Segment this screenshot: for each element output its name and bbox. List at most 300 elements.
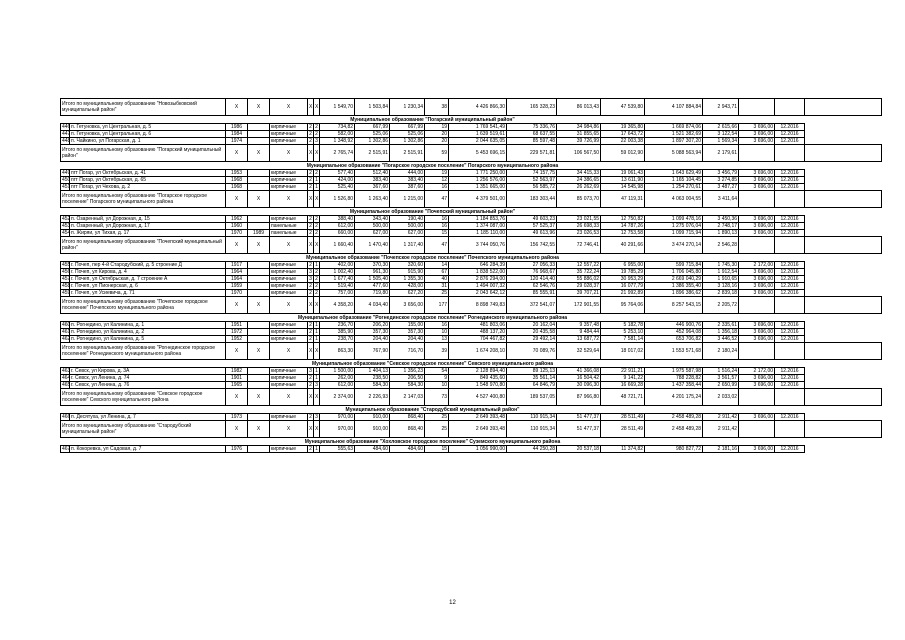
table-cell: 1 302,86 — [355, 138, 390, 145]
table-cell: 12.2016 — [775, 230, 805, 237]
table-cell: 1986 — [226, 124, 248, 131]
table-cell: 238,50 — [355, 375, 390, 382]
table-cell: 1 348,92 — [320, 138, 355, 145]
table-cell: 12.2016 — [775, 322, 805, 329]
total-cell: 2 226,93 — [355, 389, 390, 406]
table-cell: 868,40 — [390, 414, 425, 421]
table-cell: 357,30 — [390, 329, 425, 336]
table-cell: 2 044 635,05 — [449, 138, 507, 145]
table-cell: 3 — [309, 276, 312, 282]
table-cell: 719,80 — [355, 290, 390, 297]
table-cell: 1964 — [226, 269, 248, 276]
total-cell: X — [226, 389, 248, 406]
section-heading: Муниципальное образование "Погарский муниципальный район" — [61, 116, 805, 124]
total-cell: 2 765,74 — [320, 145, 355, 162]
table-cell: 2 — [315, 124, 318, 130]
total-cell: X — [308, 191, 314, 208]
total-label: Итого по муниципальному образованию "Погарский муниципальный район" — [61, 145, 226, 162]
table-cell: 3 696,00 — [739, 131, 775, 138]
table-cell: 52 563,97 — [507, 177, 557, 184]
table-cell: кирпичные — [270, 124, 308, 131]
table-cell: 627,20 — [390, 290, 425, 297]
table-cell: 3 696,00 — [739, 223, 775, 230]
table-cell: 85 597,48 — [507, 138, 557, 145]
total-cell: X — [270, 145, 308, 162]
table-row — [61, 329, 882, 336]
table-cell: кирпичные — [270, 290, 308, 297]
table-cell: 1951 — [226, 322, 248, 329]
table-cell: 1 912,54 — [703, 269, 739, 276]
total-label: Итого по муниципальному образованию "Почепский муниципальный район" — [61, 237, 226, 254]
total-cell: 1 215,00 — [390, 191, 425, 208]
table-cell — [248, 216, 270, 223]
section-heading-row — [61, 208, 882, 216]
table-cell: 525,40 — [320, 184, 355, 191]
total-cell: 48 721,71 — [601, 389, 645, 406]
table-cell: 13 611,90 — [601, 177, 645, 184]
total-cell: 1 674 208,10 — [449, 343, 507, 360]
table-row — [61, 124, 882, 131]
table-cell: 3 — [309, 269, 312, 275]
table-cell: 39 707,21 — [557, 290, 601, 297]
total-cell: 863,30 — [320, 343, 355, 360]
table-cell: кирпичные — [270, 375, 308, 382]
table-cell: 2 — [309, 329, 312, 335]
table-cell: 465 — [62, 382, 71, 388]
total-cell: 1 470,40 — [355, 237, 390, 254]
table-cell: кирпичные — [270, 283, 308, 290]
total-cell: X — [248, 343, 270, 360]
table-cell: 26 698,33 — [557, 223, 601, 230]
table-cell: 3 696,00 — [739, 177, 775, 184]
table-cell: 1 771 250,00 — [449, 170, 507, 177]
total-cell: 72 746,41 — [557, 237, 601, 254]
total-cell: 1 263,40 — [355, 191, 390, 208]
table-cell: кирпичные — [270, 382, 308, 389]
table-cell: 12.2016 — [775, 177, 805, 184]
table-cell: 1 — [315, 336, 318, 342]
total-cell: 1 230,34 — [390, 99, 425, 116]
table-cell: 2 — [315, 269, 318, 275]
table-cell: п. Рогнедино, ул Калинина, д. 1 — [70, 322, 226, 329]
table-cell: 449 — [62, 170, 71, 176]
table-cell: п. Озаренный, ул Дорожная, д. 15 — [70, 216, 226, 223]
table-cell: г. Почеп, ул Усиевича, д. 71 — [70, 290, 226, 297]
table-cell: 31 — [425, 283, 449, 290]
table-cell: п. Десятуха, ул Ленина, д. 7 — [70, 414, 226, 421]
table-cell: 2 — [309, 131, 312, 137]
total-cell — [739, 237, 775, 254]
table-cell — [248, 368, 270, 375]
table-cell: 262,00 — [320, 375, 355, 382]
table-cell: 2 669 040,29 — [645, 276, 703, 283]
table-cell: 448 — [62, 138, 71, 144]
table-cell: п. Гетуновка, ул Центральная, д. 5 — [70, 124, 226, 131]
total-cell: 4 063 004,55 — [645, 191, 703, 208]
section-heading-row — [61, 162, 882, 170]
total-cell: 18 017,02 — [601, 343, 645, 360]
table-cell: 1 677,40 — [320, 276, 355, 283]
table-cell: 599 715,84 — [645, 262, 703, 269]
table-cell: 2 181,16 — [703, 446, 739, 453]
total-cell: 3 411,64 — [703, 191, 739, 208]
table-cell: 1 769 541,49 — [449, 124, 507, 131]
total-cell: 110 915,34 — [507, 421, 557, 438]
table-cell: 5 253,10 — [601, 329, 645, 336]
table-cell: 2 — [309, 414, 312, 420]
total-cell: X — [270, 237, 308, 254]
table-row — [61, 269, 882, 276]
table-cell: 450 — [62, 177, 71, 183]
table-cell: 238,70 — [320, 336, 355, 343]
total-cell: X — [308, 99, 314, 116]
table-cell: 1 669 874,06 — [645, 124, 703, 131]
table-cell: 2 — [309, 283, 312, 289]
table-cell: 455 — [62, 262, 71, 268]
table-cell: 13 687,72 — [557, 336, 601, 343]
table-row — [61, 138, 882, 145]
total-cell: 40 291,66 — [601, 237, 645, 254]
table-cell: 2 458 489,28 — [645, 414, 703, 421]
housing-register-table — [60, 98, 882, 453]
table-cell: 23 021,55 — [557, 216, 601, 223]
total-cell: 2 205,72 — [703, 297, 739, 314]
table-cell: кирпичные — [270, 138, 308, 145]
table-cell: 1901 — [226, 375, 248, 382]
table-cell: 357,30 — [355, 329, 390, 336]
table-cell: 12 753,58 — [601, 230, 645, 237]
table-cell: 2 649 393,48 — [449, 414, 507, 421]
table-cell: 190,40 — [390, 216, 425, 223]
table-cell — [248, 375, 270, 382]
table-cell: кирпичные — [270, 446, 308, 453]
total-cell: 8 898 749,83 — [449, 297, 507, 314]
table-cell: 2 043 642,12 — [449, 290, 507, 297]
table-cell: 383,40 — [355, 177, 390, 184]
table-cell: 454 — [62, 230, 71, 236]
table-cell: 484,60 — [355, 446, 390, 453]
table-cell: 612,00 — [320, 223, 355, 230]
table-cell: 3 446,52 — [703, 336, 739, 343]
total-cell: 5 453 696,15 — [449, 145, 507, 162]
table-cell: 1 — [315, 177, 318, 183]
table-cell: кирпичные — [270, 170, 308, 177]
table-cell: 12.2016 — [775, 368, 805, 375]
total-cell — [805, 191, 882, 208]
total-cell: 189 537,05 — [507, 389, 557, 406]
table-cell: 2 — [315, 131, 318, 137]
total-cell: X — [248, 297, 270, 314]
table-cell: 452 964,08 — [645, 329, 703, 336]
table-cell: 1 254 270,61 — [645, 184, 703, 191]
table-cell: 910,00 — [355, 414, 390, 421]
table-cell: 1 351 665,00 — [449, 184, 507, 191]
total-label: Итого по муниципальному образованию "Севское городское поселение" Севского муниципального района — [61, 389, 226, 406]
table-row — [61, 177, 882, 184]
table-cell: 653 706,82 — [645, 336, 703, 343]
table-cell: 28 511,49 — [601, 414, 645, 421]
table-cell: п. Рогнедино, ул Калинина, д. 5 — [70, 336, 226, 343]
table-cell: 3 696,00 — [739, 336, 775, 343]
table-cell: 1 099 715,94 — [645, 230, 703, 237]
table-cell: 19 785,29 — [601, 269, 645, 276]
table-cell: кирпичные — [270, 329, 308, 336]
table-cell: 3 128,16 — [703, 283, 739, 290]
table-cell: 2 — [309, 382, 312, 388]
total-cell: 4 527 400,80 — [449, 389, 507, 406]
table-cell: 1 897 307,20 — [645, 138, 703, 145]
table-cell: 2 — [309, 138, 312, 144]
total-cell: X — [226, 99, 248, 116]
table-cell: 27 056,33 — [507, 262, 557, 269]
table-cell — [248, 177, 270, 184]
table-cell: 3 696,00 — [739, 375, 775, 382]
table-cell: 12.2016 — [775, 223, 805, 230]
total-cell: 868,40 — [390, 421, 425, 438]
table-cell: 206,50 — [390, 375, 425, 382]
total-cell: 2 033,02 — [703, 389, 739, 406]
table-cell: 458 — [62, 283, 71, 289]
table-cell: 1 643 629,49 — [645, 170, 703, 177]
table-cell: 236,70 — [320, 322, 355, 329]
total-cell: 47 539,80 — [601, 99, 645, 116]
table-cell: 1 639 519,61 — [449, 131, 507, 138]
total-cell: X — [308, 343, 314, 360]
total-cell: 8 257 543,15 — [645, 297, 703, 314]
total-cell: X — [308, 145, 314, 162]
total-cell: 1 553 571,68 — [645, 343, 703, 360]
table-row — [61, 414, 882, 421]
table-cell: 446 900,76 — [645, 322, 703, 329]
total-cell: 3 474 270,14 — [645, 237, 703, 254]
total-cell: X — [308, 389, 314, 406]
total-label: Итого по муниципальному образованию "Погарское городское поселение" Погарского муниципального района — [61, 191, 226, 208]
table-row — [61, 382, 882, 389]
table-cell: 2 128 894,40 — [449, 368, 507, 375]
total-cell — [739, 191, 775, 208]
table-cell: 2 748,17 — [703, 223, 739, 230]
total-cell — [805, 421, 882, 438]
table-cell: 2 — [315, 290, 318, 296]
total-cell: 229 571,81 — [507, 145, 557, 162]
table-cell: 447 — [62, 131, 71, 137]
table-cell: 5 182,78 — [601, 322, 645, 329]
table-row — [61, 375, 882, 382]
table-cell: 1 356,18 — [703, 329, 739, 336]
table-cell: 577,40 — [320, 170, 355, 177]
table-cell: 3 487,27 — [703, 184, 739, 191]
table-cell: 1 494 007,32 — [449, 283, 507, 290]
table-cell — [248, 283, 270, 290]
table-cell: 22 003,38 — [601, 138, 645, 145]
total-cell — [739, 297, 775, 314]
table-cell: 1917 — [226, 262, 248, 269]
total-cell: X — [270, 99, 308, 116]
table-cell: 2 172,00 — [739, 368, 775, 375]
table-cell: г. Почеп, ул Пионерская, д. 6 — [70, 283, 226, 290]
table-cell: 12.2016 — [775, 329, 805, 336]
total-row — [61, 297, 882, 314]
table-cell: 1 890,13 — [703, 230, 739, 237]
table-cell: п. Чайкино, ул Погарская, д. 1 — [70, 138, 226, 145]
table-row — [61, 262, 882, 269]
table-cell: 2 876 294,00 — [449, 276, 507, 283]
section-heading: Муниципальное образование "Севское городское поселение" Севского муниципального района — [61, 360, 805, 368]
table-row — [61, 216, 882, 223]
table-cell: 462 — [62, 336, 71, 342]
table-cell: 2 — [309, 375, 312, 381]
table-cell: пгт Погар, ул Октябрьская, д. 65 — [70, 177, 226, 184]
total-cell: X — [314, 191, 320, 208]
table-cell: 120 414,40 — [507, 276, 557, 283]
section-heading-row — [61, 360, 882, 368]
table-cell: 1 975 587,98 — [645, 368, 703, 375]
table-cell: 1 500,00 — [320, 368, 355, 375]
table-cell: кирпичные — [270, 322, 308, 329]
table-row — [61, 223, 882, 230]
table-cell: 734,82 — [320, 124, 355, 131]
section-heading-row — [61, 116, 882, 124]
table-cell: 16 669,28 — [601, 382, 645, 389]
table-cell: кирпичные — [270, 177, 308, 184]
total-cell: X — [308, 421, 314, 438]
total-cell: 1 526,80 — [320, 191, 355, 208]
section-heading-row — [61, 254, 882, 262]
total-cell: 4 358,20 — [320, 297, 355, 314]
table-cell: 16 — [425, 184, 449, 191]
table-cell: 459 — [62, 290, 71, 296]
table-cell: 2 — [309, 446, 312, 452]
table-cell: 39 726,99 — [557, 138, 601, 145]
table-cell: 3 696,00 — [739, 216, 775, 223]
table-cell: кирпичные — [270, 368, 308, 375]
table-cell: 41 366,08 — [557, 368, 601, 375]
total-cell: 2 458 489,28 — [645, 421, 703, 438]
table-cell: 464 — [62, 375, 71, 381]
table-cell: 1 706 045,80 — [645, 269, 703, 276]
table-cell: 21 992,89 — [601, 290, 645, 297]
table-cell: 3 696,00 — [739, 290, 775, 297]
table-row — [61, 322, 882, 329]
table-row — [61, 230, 882, 237]
total-cell — [775, 191, 805, 208]
table-cell: 1 505,40 — [355, 276, 390, 283]
table-cell — [248, 184, 270, 191]
total-cell: 106 567,50 — [557, 145, 601, 162]
total-cell: 2 515,91 — [355, 145, 390, 162]
table-cell: 26 262,69 — [557, 184, 601, 191]
table-cell: 12.2016 — [775, 283, 805, 290]
table-cell: 3 122,54 — [703, 131, 739, 138]
table-cell: 3 450,36 — [703, 216, 739, 223]
table-cell: 3 696,00 — [739, 414, 775, 421]
table-cell: 3 696,00 — [739, 382, 775, 389]
table-cell: 555,63 — [320, 446, 355, 453]
table-row — [61, 446, 882, 453]
table-cell: 1 356,23 — [390, 368, 425, 375]
table-cell: 481 803,06 — [449, 322, 507, 329]
table-cell: 20 — [425, 131, 449, 138]
table-cell: 40 — [425, 276, 449, 283]
table-cell: 1982 — [226, 368, 248, 375]
table-cell: 584,30 — [355, 382, 390, 389]
table-cell: 3 696,00 — [739, 283, 775, 290]
table-cell: 1965 — [226, 382, 248, 389]
table-cell: 456 — [62, 269, 71, 275]
table-cell: 980 827,72 — [645, 446, 703, 453]
table-cell: 30 953,29 — [601, 276, 645, 283]
section-heading: Муниципальное образование "Стародубский муниципальный район" — [61, 406, 805, 414]
total-cell: 970,00 — [320, 421, 355, 438]
total-cell: 47 119,31 — [601, 191, 645, 208]
table-cell: 1959 — [226, 283, 248, 290]
total-cell: 4 201 175,24 — [645, 389, 703, 406]
total-cell — [739, 145, 775, 162]
table-cell: 584,30 — [390, 382, 425, 389]
total-cell: 32 529,64 — [557, 343, 601, 360]
table-cell: 13 — [425, 336, 449, 343]
table-cell: 22 911,21 — [601, 368, 645, 375]
total-cell: 47 — [425, 191, 449, 208]
total-cell: X — [308, 237, 314, 254]
table-cell: 2 172,00 — [739, 262, 775, 269]
table-cell: 76 968,67 — [507, 269, 557, 276]
table-cell: 424,00 — [320, 177, 355, 184]
table-cell: г. Почеп, ул Кирова, д. 4 — [70, 269, 226, 276]
section-heading-row — [61, 314, 882, 322]
table-cell: 1 374 087,00 — [449, 223, 507, 230]
table-cell: 1973 — [226, 414, 248, 421]
table-cell: 16 — [425, 322, 449, 329]
table-cell: 204,40 — [390, 336, 425, 343]
table-cell: 9 141,22 — [601, 375, 645, 382]
table-cell: 1 355,30 — [390, 276, 425, 283]
total-cell: 2 147,03 — [390, 389, 425, 406]
table-cell: 370,30 — [355, 262, 390, 269]
table-cell: 2 — [309, 230, 312, 236]
table-cell: 3 — [315, 414, 318, 420]
total-cell: 4 379 501,00 — [449, 191, 507, 208]
table-cell: 1 521 382,69 — [645, 131, 703, 138]
table-cell: 16 504,42 — [557, 375, 601, 382]
table-cell: 1 275 076,04 — [645, 223, 703, 230]
table-cell: 500,00 — [390, 223, 425, 230]
table-cell: 428,00 — [390, 283, 425, 290]
table-cell: 14 545,98 — [601, 184, 645, 191]
table-cell: 2 — [315, 170, 318, 176]
table-cell: 23 026,53 — [557, 230, 601, 237]
table-cell: 343,40 — [355, 216, 390, 223]
table-cell: 17 643,72 — [601, 131, 645, 138]
table-cell: 16 — [425, 216, 449, 223]
table-cell: 704 467,82 — [449, 336, 507, 343]
total-cell: X — [248, 145, 270, 162]
table-cell: 463 — [62, 368, 71, 374]
table-cell: 1 056 990,00 — [449, 446, 507, 453]
table-cell: 2 — [309, 223, 312, 229]
table-cell: г. Севск, ул Ленина, д. 76 — [70, 382, 226, 389]
table-cell: 2 — [309, 216, 312, 222]
total-cell — [775, 343, 805, 360]
table-cell: г. Севск, ул Кирова, д. 3А — [70, 368, 226, 375]
total-cell: 95 764,06 — [601, 297, 645, 314]
total-row — [61, 145, 882, 162]
table-cell: 3 696,00 — [739, 138, 775, 145]
table-cell: 612,00 — [320, 382, 355, 389]
total-cell: 3 744 050,76 — [449, 237, 507, 254]
total-cell — [739, 99, 775, 116]
table-cell: п. Озаренный, ул Дорожная, д. 17 — [70, 223, 226, 230]
